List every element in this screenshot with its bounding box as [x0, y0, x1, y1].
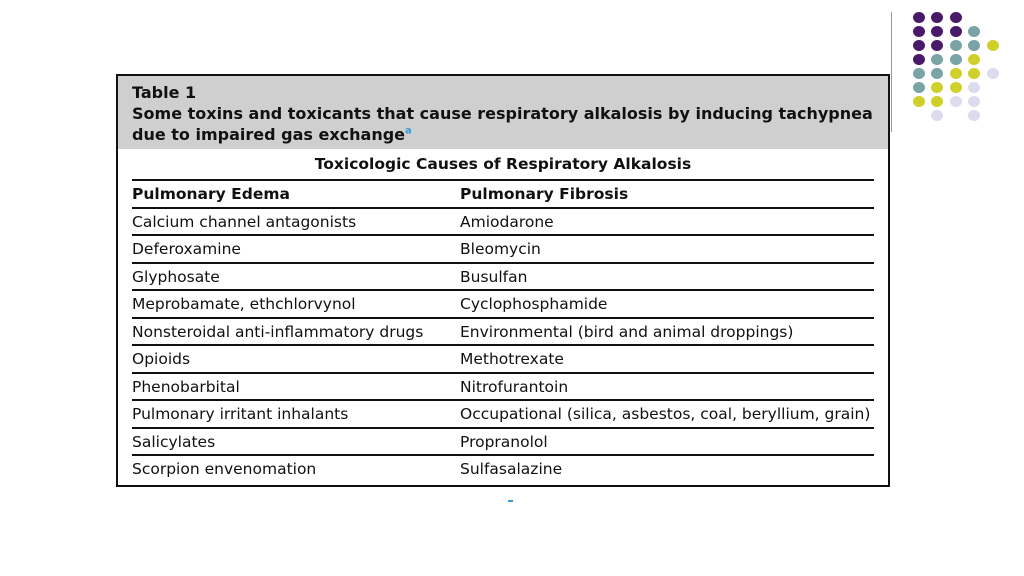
dot — [968, 26, 980, 37]
dot — [931, 82, 943, 93]
table-cell: Meprobamate, ethchlorvynol — [132, 295, 356, 313]
dot — [987, 40, 999, 51]
table-cell: Opioids — [132, 350, 191, 368]
dot — [968, 110, 980, 121]
table-cell: Environmental (bird and animal droppings) — [460, 322, 794, 341]
dot — [913, 54, 925, 65]
table-cell: Cyclophosphamide — [460, 295, 608, 313]
column-header: Pulmonary Fibrosis — [460, 185, 629, 203]
table-title-text: Some toxins and toxicants that cause respiratory alkalosis by inducing tachypnea due to impaired gas exchange — [132, 104, 873, 144]
table-row — [132, 429, 874, 457]
table-cell: Sulfasalazine — [460, 460, 563, 478]
dot — [931, 110, 943, 121]
dot — [968, 40, 980, 51]
vertical-divider — [891, 12, 892, 132]
table-label: Table 1 — [132, 83, 197, 102]
table-cell: Nonsteroidal anti-inflammatory drugs — [132, 322, 424, 341]
dot — [950, 40, 962, 51]
dot — [950, 26, 962, 37]
table-cell: Amiodarone — [460, 212, 554, 231]
table-row — [132, 401, 874, 429]
dot — [931, 40, 943, 51]
dot — [913, 40, 925, 51]
table-title — [132, 103, 874, 145]
dot — [968, 82, 980, 93]
table-cell: Busulfan — [460, 267, 528, 286]
table-row — [132, 209, 874, 237]
footnote-marker[interactable]: a — [405, 125, 412, 137]
dot — [950, 68, 962, 79]
table-cell: Phenobarbital — [132, 377, 240, 396]
table-cell: Glyphosate — [132, 267, 220, 286]
dot — [913, 68, 925, 79]
dot — [950, 82, 962, 93]
table-cell: Scorpion envenomation — [132, 460, 317, 478]
table-cell: Calcium channel antagonists — [132, 212, 357, 231]
dot — [950, 54, 962, 65]
table-body — [118, 149, 888, 484]
table-cell: Bleomycin — [460, 240, 541, 258]
table-cell: Occupational (silica, asbestos, coal, beryllium, grain) — [460, 405, 871, 423]
dot — [931, 96, 943, 107]
dot — [968, 96, 980, 107]
dot — [931, 12, 943, 23]
dot — [968, 68, 980, 79]
dot — [931, 54, 943, 65]
dot — [913, 82, 925, 93]
table-row — [132, 456, 874, 484]
table-row — [132, 346, 874, 374]
dot — [987, 68, 999, 79]
table-subtitle: Toxicologic Causes of Respiratory Alkalosis — [132, 149, 874, 181]
dot — [931, 68, 943, 79]
table-header-row — [132, 181, 874, 209]
table-row — [132, 264, 874, 292]
table-cell: Methotrexate — [460, 350, 564, 368]
decorative-mark — [508, 500, 513, 502]
table-row — [132, 236, 874, 264]
table-caption — [118, 76, 888, 149]
column-header: Pulmonary Edema — [132, 185, 290, 203]
dot — [913, 26, 925, 37]
dot — [950, 12, 962, 23]
table-cell: Propranolol — [460, 432, 548, 451]
table-cell: Deferoxamine — [132, 240, 241, 258]
table-row — [132, 374, 874, 402]
table-cell: Pulmonary irritant inhalants — [132, 405, 349, 423]
dot — [913, 12, 925, 23]
table-cell: Nitrofurantoin — [460, 377, 569, 396]
table-figure — [116, 74, 890, 487]
table-cell: Salicylates — [132, 432, 216, 451]
dot — [931, 26, 943, 37]
dot — [968, 54, 980, 65]
dot — [913, 96, 925, 107]
table-row — [132, 319, 874, 347]
dot — [950, 96, 962, 107]
table-row — [132, 291, 874, 319]
